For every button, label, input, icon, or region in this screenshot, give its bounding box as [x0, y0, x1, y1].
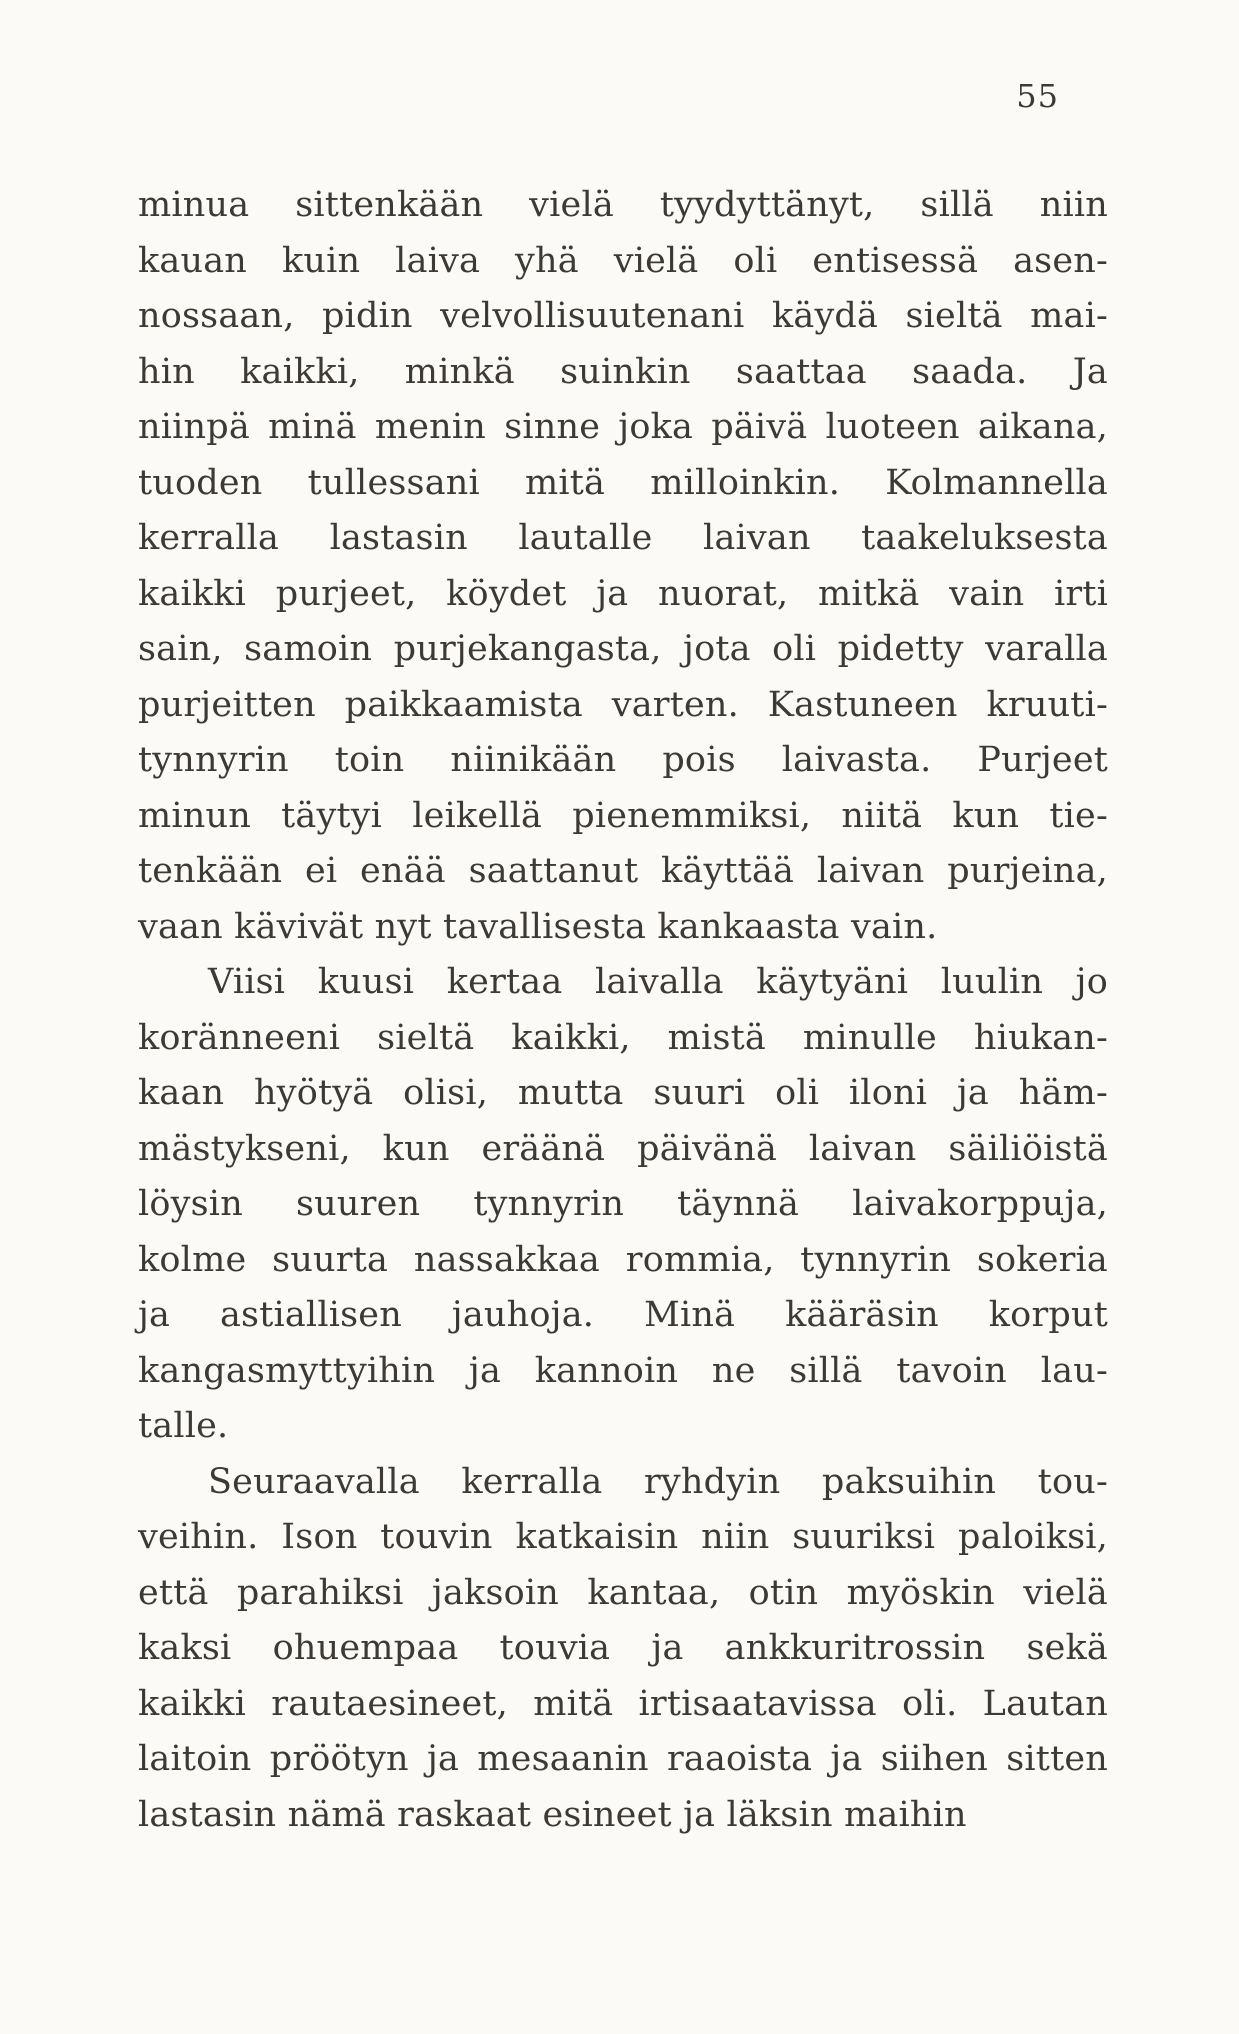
paragraph — [138, 955, 1108, 1455]
paragraph — [138, 1455, 1108, 1844]
text-line: kolme suurta nassakkaa rommia, tynnyrin sokeria — [138, 1239, 1108, 1280]
text-line: niinpä minä menin sinne joka päivä luoteen aikana, — [138, 407, 1108, 447]
text-line: että parahiksi jaksoin kantaa, otin myöskin vielä — [138, 1572, 1108, 1613]
page-number: 55 — [1016, 77, 1059, 115]
text-line: minua sittenkään vielä tyydyttänyt, sillä niin — [138, 185, 1108, 225]
text-line: koränneeni sieltä kaikki, mistä minulle hiukan- — [138, 1017, 1108, 1058]
text-line: kaikki purjeet, köydet ja nuorat, mitkä vain irti — [138, 573, 1108, 614]
text-line: hin kaikki, minkä suinkin saattaa saada. Ja — [138, 351, 1108, 392]
text-line: vaan kävivät nyt tavallisesta kankaasta vain. — [138, 906, 938, 947]
text-line: kauan kuin laiva yhä vielä oli entisessä asen- — [138, 240, 1108, 281]
text-line: laitoin pröötyn ja mesaanin raaoista ja siihen sitten — [138, 1739, 1108, 1779]
text-line: ja astiallisen jauhoja. Minä kääräsin korput — [138, 1295, 1108, 1335]
text-line: sain, samoin purjekangasta, jota oli pidetty varalla — [138, 629, 1108, 669]
text-line: lastasin nämä raskaat esineet ja läksin maihin — [138, 1794, 967, 1835]
text-line: purjeitten paikkaamista varten. Kastuneen kruuti- — [138, 684, 1108, 725]
text-line: kaan hyötyä olisi, mutta suuri oli iloni ja häm- — [138, 1073, 1108, 1113]
text-line: löysin suuren tynnyrin täynnä laivakorppuja, — [138, 1184, 1108, 1224]
text-line: veihin. Ison touvin katkaisin niin suuriksi paloiksi, — [138, 1517, 1108, 1557]
paragraph — [138, 178, 1108, 955]
text-line: minun täytyi leikellä pienemmiksi, niitä kun tie- — [138, 795, 1108, 836]
text-line: tynnyrin toin niinikään pois laivasta. Purjeet — [138, 740, 1108, 780]
text-line: tenkään ei enää saattanut käyttää laivan purjeina, — [138, 851, 1108, 891]
body-text — [138, 178, 1108, 1843]
text-line: kerralla lastasin lautalle laivan taakeluksesta — [138, 518, 1108, 558]
text-line: mästykseni, kun eräänä päivänä laivan säiliöistä — [138, 1128, 1108, 1169]
text-line: kaksi ohuempaa touvia ja ankkuritrossin sekä — [138, 1628, 1108, 1668]
text-line: kangasmyttyihin ja kannoin ne sillä tavoin lau- — [138, 1350, 1108, 1391]
text-line: talle. — [138, 1406, 229, 1446]
text-line: kaikki rautaesineet, mitä irtisaatavissa oli. Lautan — [138, 1683, 1108, 1724]
text-line: Seuraavalla kerralla ryhdyin paksuihin tou- — [208, 1461, 1108, 1502]
text-line: tuoden tullessani mitä milloinkin. Kolmannella — [138, 462, 1108, 503]
text-line: Viisi kuusi kertaa laivalla käytyäni luulin jo — [208, 962, 1108, 1002]
text-line: nossaan, pidin velvollisuutenani käydä sieltä mai- — [138, 296, 1108, 336]
